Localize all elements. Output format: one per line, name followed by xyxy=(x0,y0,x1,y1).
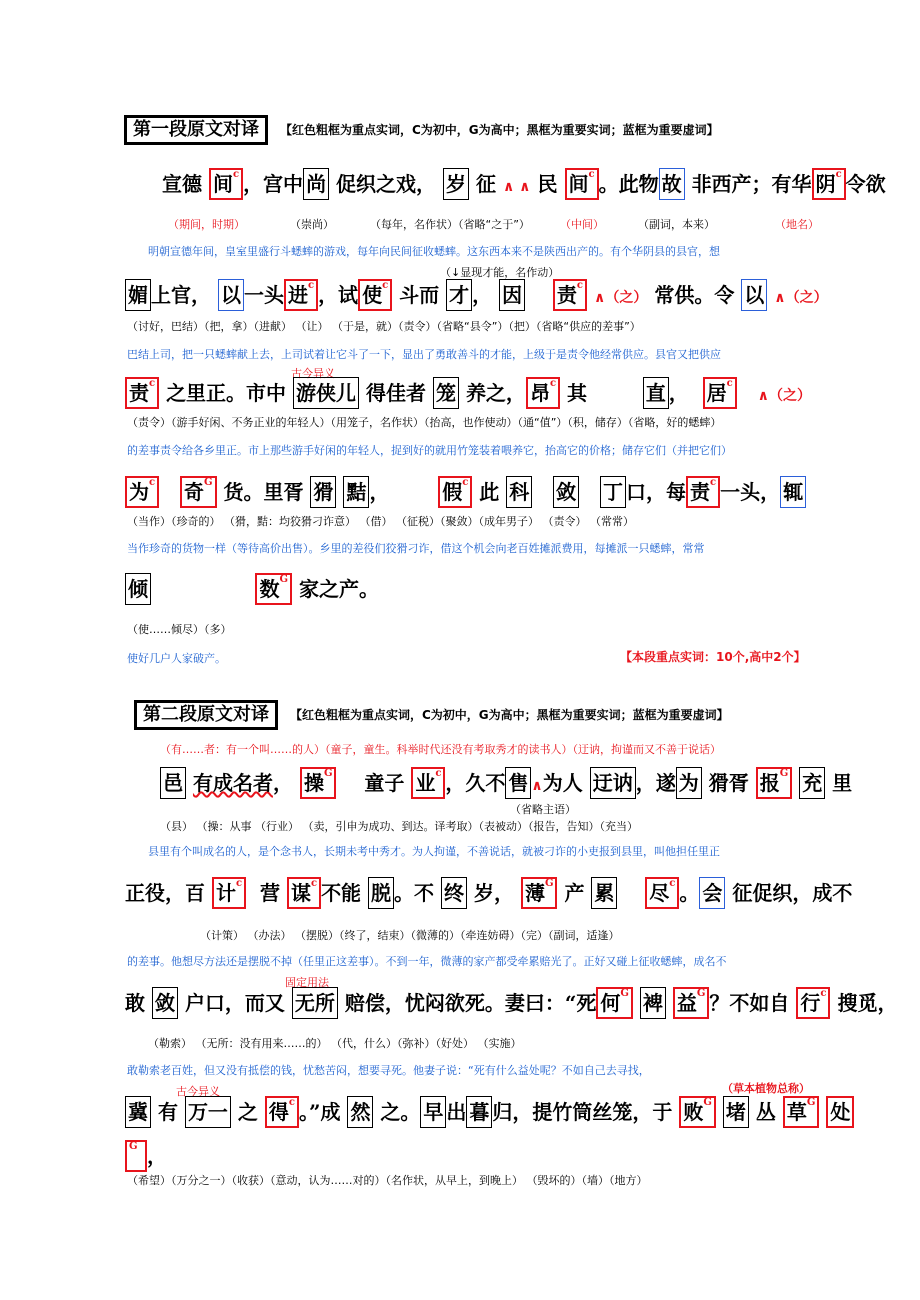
annotation: （期间，时期） xyxy=(168,218,245,231)
important-word: 尚 xyxy=(303,168,329,200)
annotation: （副词，本来） xyxy=(638,218,715,231)
text-line-1: 宣德 间$^c$ ，宫中 尚 促织之戏， 岁 征 ∧ ∧ 民 间$^c$ 。此物 故 非西产；有华 阴$^c$ 令欲 xyxy=(162,168,886,202)
annotation-above: （有……者：有一个叫……的人）（童子，童生。科举时代还没有考取秀才的读书人）（迂讷，拘谨而又不善于说话） xyxy=(160,743,721,756)
section-title-2: 第二段原文对译 xyxy=(134,700,278,730)
text-line-2: 媚 上官， 以 一头 进$^c$ ，试 使$^c$ 斗而 才 ， 因 责$^c$ ∧（之） 常供。令 以 ∧（之） xyxy=(125,279,828,313)
annotation: （中间） xyxy=(560,218,604,231)
text-line-9: 冀 有 万一 之 得$^c$ 。”成 然 之。 早 出 暮 归，提竹筒丝笼，于 败$^G$ 堵 丛 草$^G$ 处 xyxy=(125,1096,854,1128)
translation: 县里有个叫成名的人，是个念书人，长期未考中秀才。为人拘谨，不善说话，就被刁诈的小吏报到县里，叫他担任里正 xyxy=(148,845,720,858)
annotation: （崇尚） xyxy=(290,218,334,231)
text-line-10: $^G$ ， xyxy=(125,1140,167,1172)
key-word: 间$^c$ xyxy=(209,168,243,200)
annotation: （计策） （办法） （摆脱）（终了，结束）（微薄的）（牵连妨碍）（完）（副词，适逢） xyxy=(200,929,620,942)
translation: 巴结上司，把一只蟋蟀献上去，上司试着让它斗了一下，显出了勇敢善斗的才能，上级于是责令他经常供应。县官又把供应 xyxy=(127,348,721,361)
note-gujinyiyi: 古今异义 xyxy=(291,367,335,380)
annotation: （希望）（万分之一）（收获）（意动，认为……对的）（名作状，从早上，到晚上） （毁坏的）（墙）（地方） xyxy=(127,1174,648,1187)
text-line-5: 倾 数$^G$ 家之产。 xyxy=(125,573,379,605)
annotation: （讨好，巴结）（把，拿）（进献） （让） （于是，就）（责令）（省略“县令”）（把）（省略“供应的差事”） xyxy=(127,320,641,333)
annotation: （每年，名作状）（省略“之于”） xyxy=(370,218,530,231)
section-title-1: 第一段原文对译 xyxy=(124,115,268,145)
note-fixed-usage: 固定用法 xyxy=(285,976,329,989)
text-line-7: 正役，百 计$^c$ 营 谋$^c$ 不能 脱 。不 终 岁， 薄$^G$ 产 累 尽$^c$ 。 会 征促织，成不 xyxy=(125,877,852,909)
annotation: （责令）（游手好闲、不务正业的年轻人）（用笼子，名作状）（抬高，也作使动）（通“值”）（积，储存）（省略，好的蟋蟀） xyxy=(127,416,722,429)
summary-1: 【本段重点实词：10个,高中2个】 xyxy=(620,650,806,664)
annotation: （当作）（珍奇的） （猾，黠：均狡猾刁诈意） （借） （征税）（聚敛）（成年男子） （责令） （常常） xyxy=(127,515,634,528)
important-word: 岁 xyxy=(443,168,469,200)
translation: 的差事。他想尽方法还是摆脱不掉（任里正这差事）。不到一年，微薄的家产都受牵累赔光了。正好又碰上征收蟋蟀，成名不 xyxy=(127,955,727,968)
legend-1: 【红色粗框为重点实词，C为初中，G为高中；黑框为重要实词；蓝框为重要虚词】 xyxy=(280,123,719,137)
text-line-8: 敢 敛 户口，而又 无所 赔偿，忧闷欲死。妻曰：“死 何$^G$ 裨 益$^G$ ？不如自 行$^c$ 搜觅， xyxy=(125,987,897,1019)
translation: 明朝宣德年间，皇室里盛行斗蟋蟀的游戏，每年向民间征收蟋蟀。这东西本来不是陕西出产的。有个华阴县的县官，想 xyxy=(148,245,720,258)
annotation-sub: （省略主语） xyxy=(510,803,576,816)
text-line-6: 邑 有成名者， 操$^G$ 童子 业$^c$ ，久不 售 ∧为人 迂讷 ，遂 为 猾胥 报$^G$ 充 里 xyxy=(160,767,852,801)
note-gujinyiyi: 古今异义 xyxy=(176,1085,220,1098)
translation: 敢勒索老百姓，但又没有抵偿的钱，忧愁苦闷，想要寻死。他妻子说：“死有什么益处呢？不如自己去寻找， xyxy=(127,1064,650,1077)
function-word: 故 xyxy=(659,168,685,200)
annotation: （县） （操：从事 （行业） （卖，引申为成功、到达。译考取）（表被动）（报告，告知）（充当） xyxy=(160,820,638,833)
annotation-above: （↓显现才能，名作动） xyxy=(440,266,560,279)
text-line-3: 责$^c$ 之里正。市中 游侠儿 得佳者 笼 养之， 昂$^c$ 其 直 ， 居$^c$ ∧（之） xyxy=(125,377,811,411)
key-word: 间$^c$ xyxy=(565,168,599,200)
annotation: （勒索） （无所：没有用来……的） （代，什么）（弥补）（好处） （实施） xyxy=(148,1037,522,1050)
legend-2: 【红色粗框为重点实词，C为初中，G为高中；黑框为重要实词；蓝框为重要虚词】 xyxy=(290,708,729,722)
note-plant: （草本植物总称） xyxy=(722,1082,810,1095)
translation: 使好几户人家破产。 xyxy=(127,652,226,665)
key-word: 阴$^c$ xyxy=(812,168,846,200)
annotation: （地名） xyxy=(775,218,819,231)
annotation: （使……倾尽）（多） xyxy=(127,623,232,636)
translation: 当作珍奇的货物一样（等待高价出售）。乡里的差役们狡猾刁诈，借这个机会向老百姓摊派费用，每摊派一只蟋蟀，常常 xyxy=(127,542,705,555)
translation: 的差事责令给各乡里正。市上那些游手好闲的年轻人，捉到好的就用竹笼装着喂养它，抬高它的价格；储存它们（并把它们） xyxy=(127,444,732,457)
text-line-4: 为$^c$ 奇$^G$ 货。里胥 猾 黠 ， 假$^c$ 此 科 敛 丁 口，每 责$^c$ 一头， 辄 xyxy=(125,476,806,508)
